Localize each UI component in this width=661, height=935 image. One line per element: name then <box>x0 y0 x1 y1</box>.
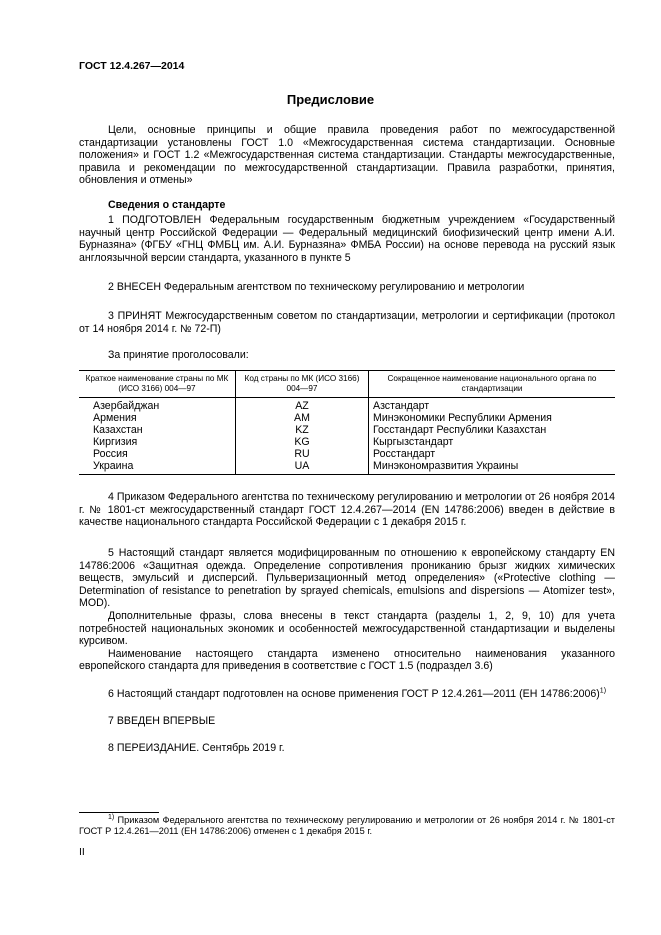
item-6-text: 6 Настоящий стандарт подготовлен на основе применения ГОСТ Р 12.4.261—2011 (ЕН 14786:2006) <box>108 688 600 700</box>
voting-table <box>79 370 615 475</box>
item-1-block <box>79 214 615 264</box>
item-8-paragraph: 8 ПЕРЕИЗДАНИЕ. Сентябрь 2019 г. <box>108 742 285 754</box>
document-code-header: ГОСТ 12.4.267—2014 <box>79 60 185 72</box>
table-cell-body: Минэкономики Республики Армения <box>369 412 616 424</box>
table-cell-code: KZ <box>236 424 369 436</box>
table-cell-code: RU <box>236 448 369 460</box>
item-2-block <box>79 281 615 294</box>
table-cell-body: Росстандарт <box>369 448 616 460</box>
table-cell-code: UA <box>236 460 369 475</box>
section-heading-block <box>79 199 615 212</box>
item-6-footnote-mark: 1) <box>599 687 607 695</box>
item-3-block <box>79 310 615 335</box>
item-5-paragraph-1: 5 Настоящий стандарт является модифицированным по отношению к европейскому стандарту EN 14786:2006 «Защитная одежда. Определение сопротивления прониканию брызг жидких химических веществ, эмульсий и дисперсий. Пульверизационный метод определения» («Protective clothing — Determination of resistance to penetration by sprayed chemicals, emulsions and dispersions — Atomizer test», MOD). <box>79 547 615 610</box>
footnote-mark: 1) <box>108 813 115 821</box>
footnote <box>79 815 615 838</box>
item-3-paragraph: 3 ПРИНЯТ Межгосударственным советом по стандартизации, метрологии и сертификации (протокол от 14 ноября 2014 г. № 72-П) <box>79 310 615 335</box>
item-5-paragraph-3: Наименование настоящего стандарта изменено относительно наименования указанного европейского стандарта для приведения в соответствие с ГОСТ 1.5 (подраздел 3.6) <box>79 647 615 673</box>
item-5-block <box>79 547 615 673</box>
item-1-paragraph: 1 ПОДГОТОВЛЕН Федеральным государственным бюджетным учреждением «Государственный научный центр Российской Федерации — Федеральный медицинский биофизический центр имени А.И. Бурназяна» (ФГБУ «ГНЦ ФМБЦ им. А.И. Бурназяна» ФМБА России) на основе перевода на русский язык англоязычной версии стандарта, указанного в пункте 5 <box>79 214 615 264</box>
table-cell-country: Украина <box>79 460 236 475</box>
page-title: Предисловие <box>286 92 375 107</box>
table-cell-body: Азстандарт <box>369 398 616 413</box>
table-row <box>79 460 615 475</box>
voted-label-block <box>79 349 615 362</box>
item-7-paragraph: 7 ВВЕДЕН ВПЕРВЫЕ <box>108 715 216 727</box>
item-4-paragraph: 4 Приказом Федерального агентства по техническому регулированию и метрологии от 26 ноября 2014 г. № 1801-ст межгосударственный стандарт ГОСТ 12.4.267—2014 (EN 14786:2006) введен в действие в качестве национального стандарта Российской Федерации с 1 декабря 2015 г. <box>79 491 615 529</box>
table-header-country: Краткое наименование страны по МК (ИСО 3166) 004—97 <box>79 371 236 398</box>
item-7-block <box>79 715 615 728</box>
voted-label: За принятие проголосовали: <box>108 349 249 361</box>
section-heading: Сведения о стандарте <box>108 199 226 211</box>
footnote-text: Приказом Федерального агентства по техническому регулированию и метрологии от 26 ноября 2014 г. № 1801-ст ГОСТ Р 12.4.261—2011 (ЕН 14786:2006) отменен с 1 декабря 2015 г. <box>79 815 615 837</box>
table-row <box>79 436 615 448</box>
item-6-paragraph <box>79 688 615 701</box>
table-cell-code: KG <box>236 436 369 448</box>
table-cell-country: Россия <box>93 448 128 460</box>
item-8-block <box>79 742 615 755</box>
table-cell-country: Киргизия <box>93 436 138 448</box>
table-row <box>79 448 615 460</box>
footnote-divider <box>79 812 159 813</box>
table-row <box>79 398 615 413</box>
table-header-code: Код страны по МК (ИСО 3166) 004—97 <box>236 371 369 398</box>
page-number: II <box>79 846 85 858</box>
table-cell-country: Азербайджан <box>93 400 160 412</box>
table-header-row <box>79 371 615 398</box>
table-cell-body: Минэкономразвития Украины <box>369 460 616 475</box>
footnote-paragraph <box>79 815 615 838</box>
item-4-block <box>79 491 615 529</box>
table-header-body: Сокращенное наименование национального органа по стандартизации <box>369 371 616 398</box>
table-cell-code: AM <box>236 412 369 424</box>
table-cell-country: Казахстан <box>93 424 143 436</box>
table-cell-body: Кыргызстандарт <box>369 436 616 448</box>
table-row <box>79 412 615 424</box>
item-5-paragraph-2: Дополнительные фразы, слова внесены в текст стандарта (разделы 1, 2, 9, 10) для учета потребностей национальных экономик и особенностей межгосударственной стандартизации и выделены курсивом. <box>79 609 615 648</box>
intro-block <box>79 124 615 187</box>
table-row <box>79 424 615 436</box>
item-6-block <box>79 688 615 701</box>
item-2-paragraph: 2 ВНЕСЕН Федеральным агентством по техническому регулированию и метрологии <box>108 281 525 293</box>
intro-paragraph: Цели, основные принципы и общие правила проведения работ по межгосударственной стандартизации установлены ГОСТ 1.0 «Межгосударственная система стандартизации. Основные положения» и ГОСТ 1.2 «Межгосударственная система стандартизации. Стандарты межгосударственные, правила и рекомендации по межгосударственной стандартизации. Правила разработки, принятия, обновления и отмены» <box>79 124 615 187</box>
table-cell-code: AZ <box>236 398 369 413</box>
table-cell-country: Армения <box>93 412 137 424</box>
table-cell-body: Госстандарт Республики Казахстан <box>369 424 616 436</box>
